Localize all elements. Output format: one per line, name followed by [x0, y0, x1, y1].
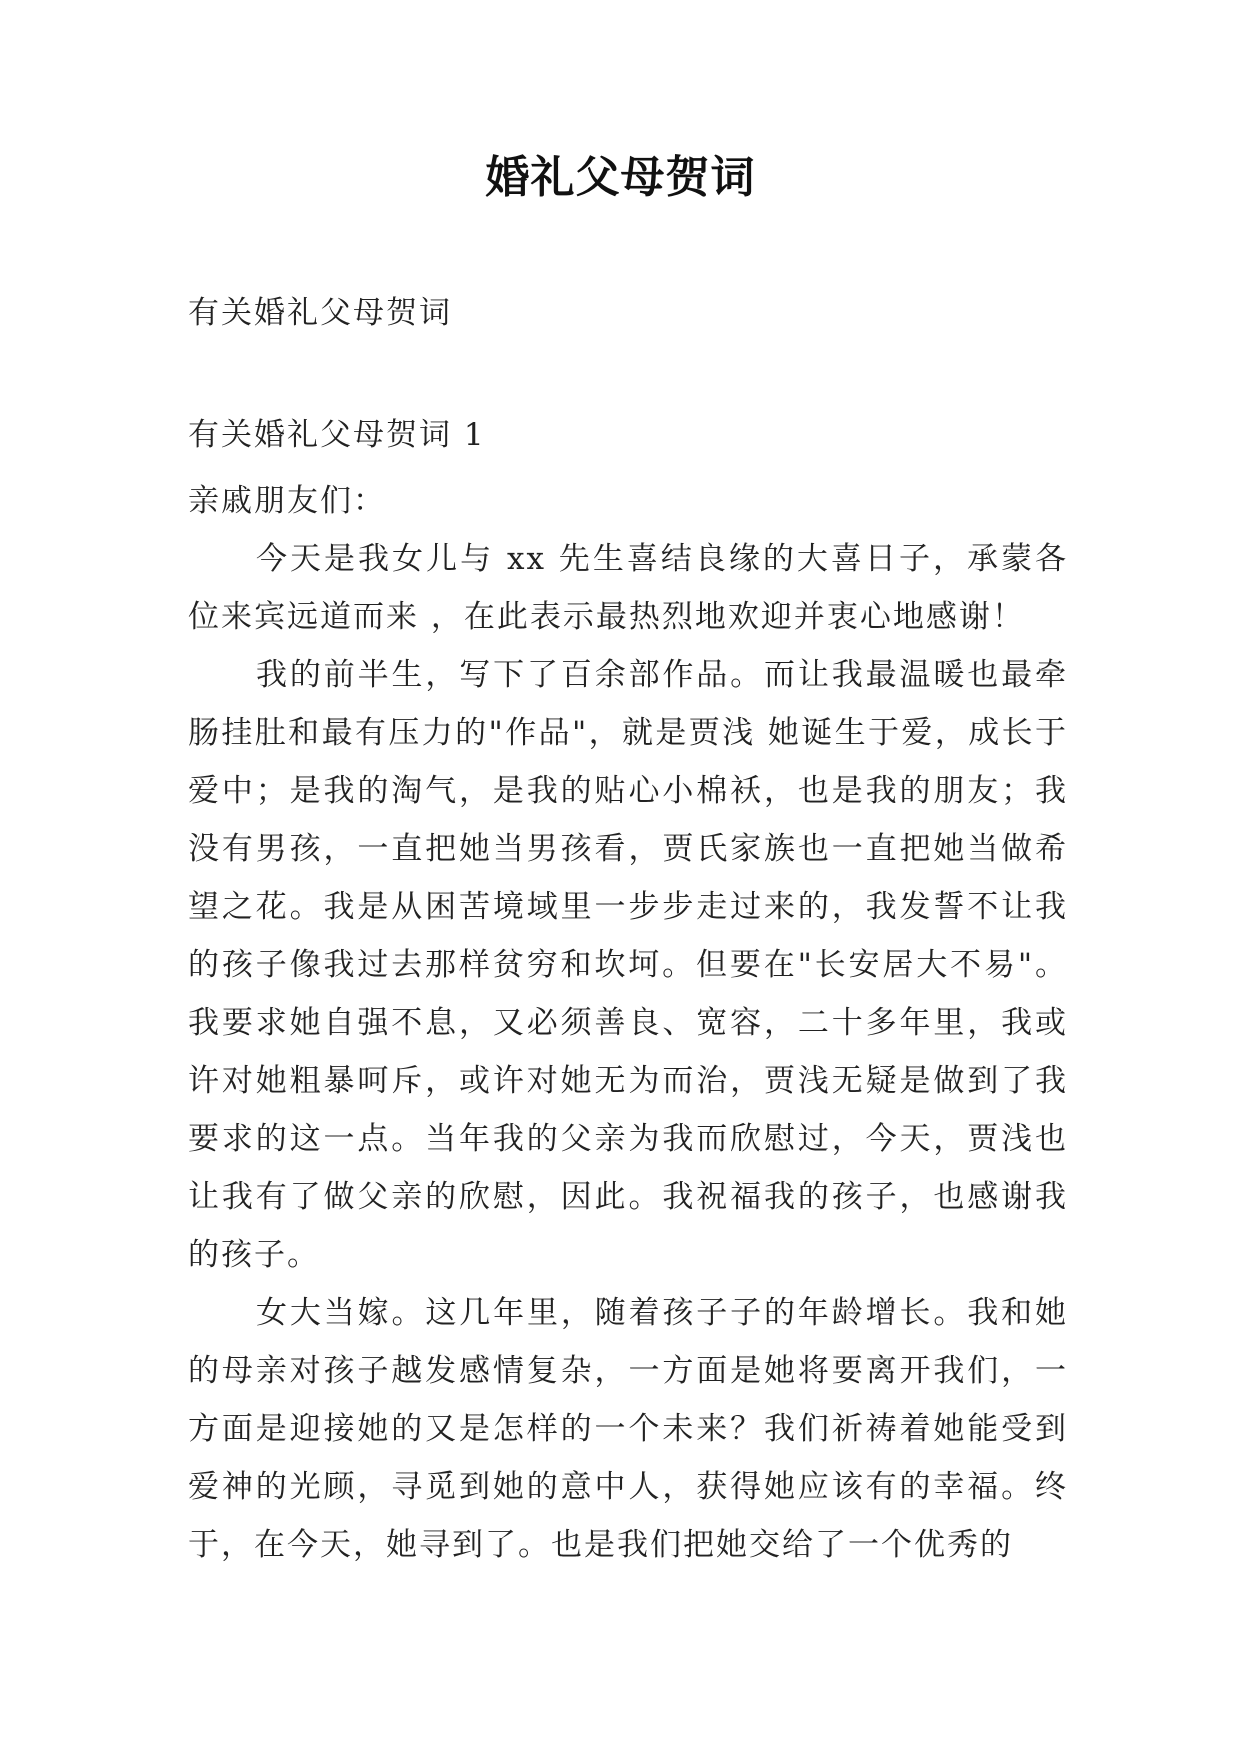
- paragraph: 女大当嫁。这几年里，随着孩子子的年龄增长。我和她的母亲对孩子越发感情复杂，一方面是她将要离开我们，一方面是迎接她的又是怎样的一个未来？我们祈祷着她能受到爱神的光顾，寻觅到她的意中人，获得她应该有的幸福。终于，在今天，她寻到了。也是我们把她交给了一个优秀的: [188, 1295, 1068, 1563]
- document-title: 婚礼父母贺词: [485, 152, 756, 203]
- salutation: 亲戚朋友们：: [188, 483, 386, 519]
- document-subtitle: 有关婚礼父母贺词: [188, 295, 452, 331]
- paragraph: 我的前半生，写下了百余部作品。而让我最温暖也最牵肠挂肚和最有压力的"作品"，就是贾浅 她诞生于爱，成长于爱中；是我的淘气，是我的贴心小棉袄，也是我的朋友；我没有男孩，一直把她当男孩看，贾氏家族也一直把她当做希望之花。我是从困苦境域里一步步走过来的，我发誓不让我的孩子像我过去那样贫穷和坎坷。但要在"长安居大不易"。我要求她自强不息，又必须善良、宽容，二十多年里，我或许对她粗暴呵斥，或许对她无为而治，贾浅无疑是做到了我要求的这一点。当年我的父亲为我而欣慰过，今天，贾浅也让我有了做父亲的欣慰，因此。我祝福我的孩子，也感谢我的孩子。: [188, 657, 1068, 1273]
- speech-body: [188, 472, 1068, 1574]
- section-heading: 有关婚礼父母贺词 1: [188, 417, 486, 453]
- paragraph: 今天是我女儿与 xx 先生喜结良缘的大喜日子，承蒙各位来宾远道而来 ，在此表示最热烈地欢迎并衷心地感谢！: [188, 541, 1068, 635]
